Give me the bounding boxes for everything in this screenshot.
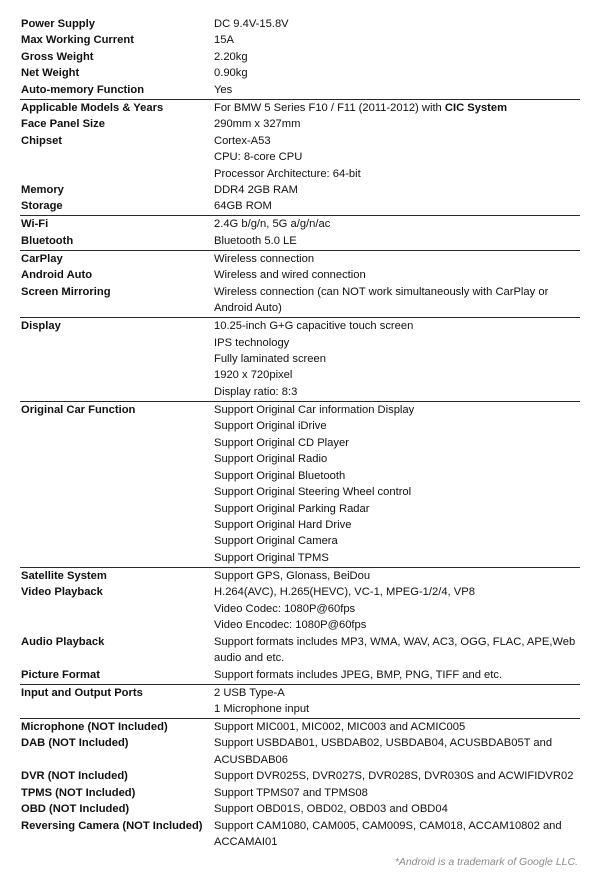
spec-row bbox=[0, 82, 600, 98]
spec-value: Support formats includes MP3, WMA, WAV, AC3, OGG, FLAC, APE,Web bbox=[214, 635, 576, 648]
spec-value: Cortex-A53 bbox=[214, 134, 271, 147]
spec-value: ACCAMAI01 bbox=[214, 836, 278, 849]
spec-value: 1 Microphone input bbox=[214, 702, 310, 715]
spec-row bbox=[0, 133, 600, 182]
spec-value: Support Original Car information Display bbox=[214, 403, 415, 416]
spec-label: Microphone (NOT Included) bbox=[21, 720, 168, 733]
spec-label: Wi-Fi bbox=[21, 218, 49, 231]
spec-value: Support TPMS07 and TPMS08 bbox=[214, 786, 368, 799]
spec-label: Face Panel Size bbox=[21, 118, 105, 131]
spec-value: Support Original Hard Drive bbox=[214, 518, 352, 531]
spec-label: TPMS (NOT Included) bbox=[21, 786, 136, 799]
spec-value: Support Original Parking Radar bbox=[214, 502, 370, 515]
spec-label: DVR (NOT Included) bbox=[21, 770, 128, 783]
spec-value: Display ratio: 8:3 bbox=[214, 385, 298, 398]
spec-label: Memory bbox=[21, 184, 64, 196]
spec-row bbox=[0, 801, 600, 817]
spec-value: Support GPS, Glonass, BeiDou bbox=[214, 569, 371, 582]
spec-label: OBD (NOT Included) bbox=[21, 803, 130, 816]
spec-value: IPS technology bbox=[214, 336, 290, 349]
spec-value: Video Codec: 1080P@60fps bbox=[214, 602, 356, 615]
spec-value: DDR4 2GB RAM bbox=[214, 184, 298, 196]
spec-row bbox=[0, 634, 600, 667]
spec-label: Gross Weight bbox=[21, 50, 94, 63]
spec-row bbox=[0, 216, 600, 232]
spec-row bbox=[0, 267, 600, 283]
spec-value: Processor Architecture: 64-bit bbox=[214, 167, 361, 180]
spec-value: Android Auto) bbox=[214, 302, 282, 315]
spec-value: Support Original Camera bbox=[214, 535, 338, 548]
spec-label: Original Car Function bbox=[21, 403, 136, 416]
spec-value: audio and etc. bbox=[214, 652, 285, 665]
spec-value: 2.4G b/g/n, 5G a/g/n/ac bbox=[214, 218, 331, 231]
spec-value: 2 USB Type-A bbox=[214, 686, 285, 699]
spec-value: 1920 x 720pixel bbox=[214, 369, 293, 382]
spec-value: 290mm x 327mm bbox=[214, 118, 301, 131]
spec-value: 10.25-inch G+G capacitive touch screen bbox=[214, 320, 414, 333]
spec-row bbox=[0, 735, 600, 768]
spec-row bbox=[0, 284, 600, 317]
spec-value: Support Original CD Player bbox=[214, 436, 349, 449]
spec-row bbox=[0, 685, 600, 718]
spec-row bbox=[0, 785, 600, 801]
spec-row bbox=[0, 32, 600, 48]
spec-value: Support MIC001, MIC002, MIC003 and ACMIC005 bbox=[214, 720, 466, 733]
spec-value: 2.20kg bbox=[214, 50, 248, 63]
spec-value: Wireless connection bbox=[214, 252, 315, 265]
spec-value: 0.90kg bbox=[214, 67, 248, 80]
spec-label: Android Auto bbox=[21, 269, 93, 282]
spec-row bbox=[0, 100, 600, 116]
spec-label: Auto-memory Function bbox=[21, 83, 145, 96]
spec-row bbox=[0, 667, 600, 683]
spec-value: H.264(AVC), H.265(HEVC), VC-1, MPEG-1/2/4, VP8 bbox=[214, 586, 475, 599]
spec-value: Support USBDAB01, USBDAB02, USBDAB04, ACUSBDAB05T and bbox=[214, 737, 553, 750]
spec-label: Satellite System bbox=[21, 569, 107, 582]
spec-value: Support DVR025S, DVR027S, DVR028S, DVR030S and ACWIFIDVR02 bbox=[214, 770, 574, 783]
spec-row bbox=[0, 182, 600, 198]
spec-value: Video Encodec: 1080P@60fps bbox=[214, 619, 367, 632]
spec-label: Storage bbox=[21, 200, 63, 213]
spec-row bbox=[0, 251, 600, 267]
spec-value: Wireless and wired connection bbox=[214, 269, 366, 282]
spec-row bbox=[0, 16, 600, 32]
spec-value: Wireless connection (can NOT work simultaneously with CarPlay or bbox=[214, 285, 549, 298]
spec-label: Display bbox=[21, 320, 61, 333]
spec-row bbox=[0, 318, 600, 400]
spec-label: Applicable Models & Years bbox=[21, 101, 164, 114]
spec-row bbox=[0, 402, 600, 567]
spec-value: Support Original Bluetooth bbox=[214, 469, 346, 482]
spec-label: CarPlay bbox=[21, 252, 63, 265]
spec-label: DAB (NOT Included) bbox=[21, 737, 129, 750]
spec-value: CPU: 8-core CPU bbox=[214, 151, 303, 164]
spec-value: Support Original Steering Wheel control bbox=[214, 486, 412, 499]
spec-label: Net Weight bbox=[21, 67, 80, 80]
trademark-footnote: *Android is a trademark of Google LLC. bbox=[394, 856, 578, 868]
spec-label: Max Working Current bbox=[21, 34, 134, 47]
spec-label: Input and Output Ports bbox=[21, 686, 143, 699]
spec-value: 15A bbox=[214, 34, 234, 47]
spec-value: ACUSBDAB06 bbox=[214, 753, 288, 766]
spec-row bbox=[0, 818, 600, 851]
spec-value-emphasis: CIC System bbox=[444, 101, 508, 114]
spec-row bbox=[0, 768, 600, 784]
spec-value: Support Original TPMS bbox=[214, 551, 329, 564]
spec-label: Picture Format bbox=[21, 668, 100, 681]
spec-value: Support formats includes JPEG, BMP, PNG, TIFF and etc. bbox=[214, 668, 503, 681]
spec-label: Video Playback bbox=[21, 586, 103, 599]
spec-row bbox=[0, 584, 600, 633]
spec-value: Bluetooth 5.0 LE bbox=[214, 234, 297, 247]
spec-value: Support OBD01S, OBD02, OBD03 and OBD04 bbox=[214, 803, 448, 816]
spec-value: For BMW 5 Series F10 / F11 (2011-2012) with CIC System bbox=[214, 101, 508, 114]
spec-row bbox=[0, 49, 600, 65]
spec-value: Support CAM1080, CAM005, CAM009S, CAM018, ACCAM10802 and bbox=[214, 819, 562, 832]
spec-value: Yes bbox=[214, 83, 233, 96]
spec-label: Power Supply bbox=[21, 18, 95, 30]
spec-value: Support Original iDrive bbox=[214, 420, 327, 433]
spec-row bbox=[0, 233, 600, 249]
spec-label: Chipset bbox=[21, 134, 63, 147]
spec-row bbox=[0, 116, 600, 132]
spec-label: Bluetooth bbox=[21, 234, 74, 247]
spec-label: Audio Playback bbox=[21, 635, 105, 648]
spec-value: Fully laminated screen bbox=[214, 352, 326, 365]
spec-value: Support Original Radio bbox=[214, 453, 328, 466]
spec-label: Screen Mirroring bbox=[21, 285, 111, 298]
spec-row bbox=[0, 198, 600, 214]
spec-row bbox=[0, 719, 600, 735]
spec-value: DC 9.4V-15.8V bbox=[214, 18, 289, 30]
spec-label: Reversing Camera (NOT Included) bbox=[21, 819, 203, 832]
spec-row bbox=[0, 568, 600, 584]
spec-value: 64GB ROM bbox=[214, 200, 272, 213]
spec-row bbox=[0, 65, 600, 81]
